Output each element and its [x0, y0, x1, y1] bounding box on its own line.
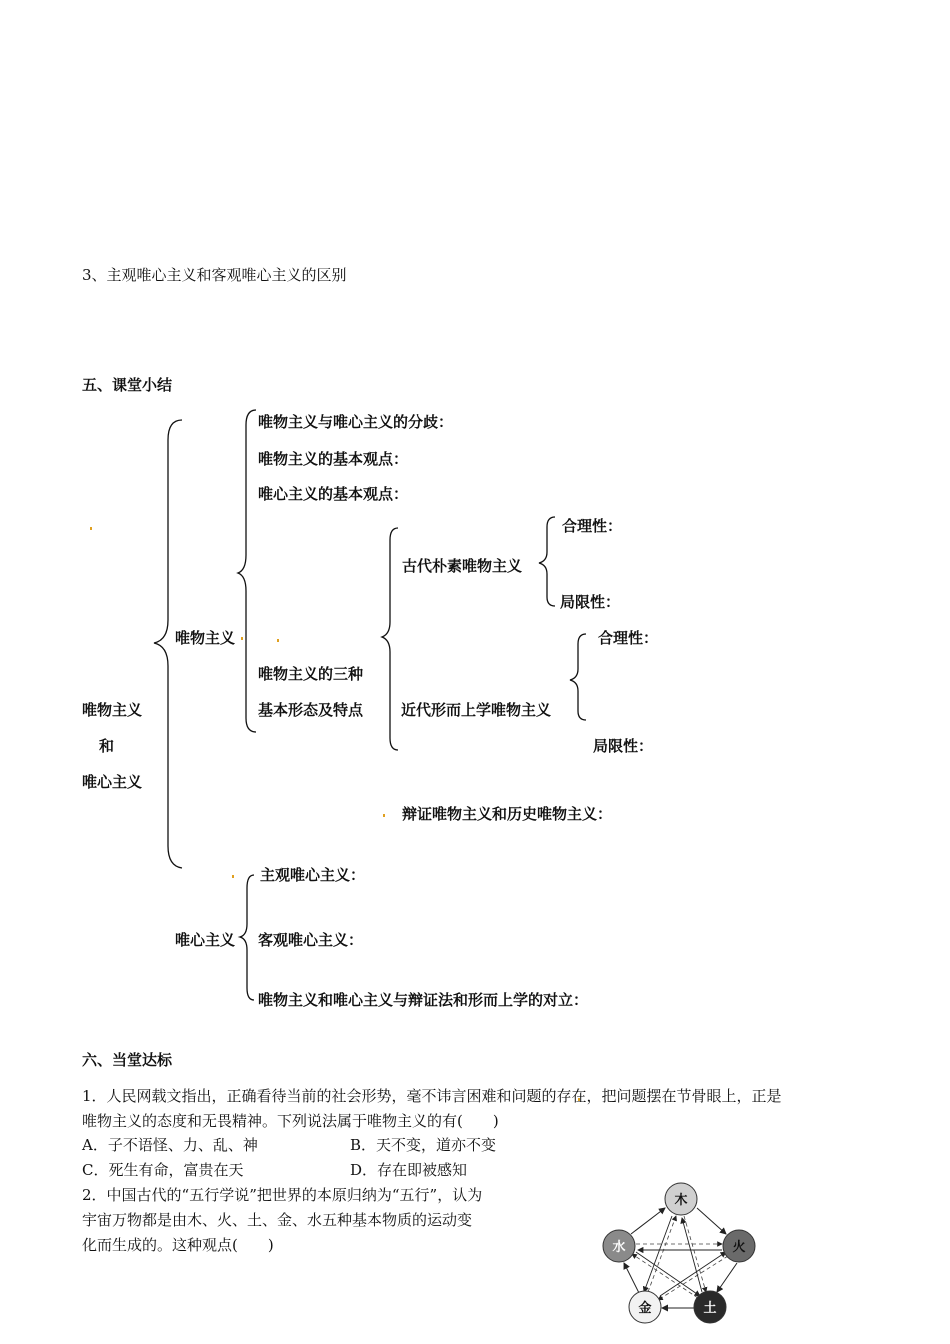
- arrow-fire-earth: [717, 1263, 737, 1292]
- question-3-text: 3、主观唯心主义和客观唯心主义的区别: [82, 266, 347, 284]
- q1-option-c: C．死生有命，富贵在天: [82, 1161, 244, 1179]
- root-label-idealism: 唯心主义: [82, 773, 143, 791]
- water-label: 水: [612, 1240, 626, 1255]
- earth-label: 土: [703, 1301, 717, 1316]
- wood-label: 木: [674, 1193, 688, 1208]
- section-6-heading: 六、当堂达标: [82, 1051, 173, 1069]
- idealism-basic-view: 唯心主义的基本观点：: [258, 485, 409, 503]
- divergence-item: 唯物主义与唯心主义的分歧：: [258, 413, 454, 431]
- ancient-limits: 局限性：: [560, 593, 621, 611]
- q1-option-a: A．子不语怪、力、乱、神: [82, 1136, 258, 1154]
- root-label-and: 和: [99, 737, 115, 755]
- idealism-label: 唯心主义: [175, 931, 236, 949]
- objective-idealism: 客观唯心主义：: [258, 931, 364, 949]
- subjective-idealism: 主观唯心主义：: [260, 866, 366, 884]
- three-forms-label-line2: 基本形态及特点: [258, 701, 364, 719]
- dash-wood-earth: [684, 1216, 706, 1292]
- q2-line3: 化而生成的。这种观点( ): [82, 1236, 274, 1254]
- materialism-label: 唯物主义: [175, 629, 236, 647]
- q2-line1: 2．中国古代的“五行学说”把世界的本原归纳为“五行”，认为: [82, 1186, 483, 1204]
- materialism-basic-view: 唯物主义的基本观点：: [258, 450, 409, 468]
- root-label-materialism: 唯物主义: [82, 701, 143, 719]
- arrow-water-wood: [631, 1208, 665, 1234]
- metal-label: 金: [638, 1301, 652, 1316]
- modern-rational: 合理性：: [598, 629, 659, 647]
- q1-option-d: D．存在即被感知: [350, 1161, 468, 1179]
- three-forms-label-line1: 唯物主义的三种: [258, 665, 364, 683]
- q1-option-b: B．天不变，道亦不变: [350, 1136, 497, 1154]
- opposition-item: 唯物主义和唯心主义与辩证法和形而上学的对立：: [258, 991, 589, 1009]
- modern-limits: 局限性：: [593, 737, 654, 755]
- q1-line1: 1．人民网载文指出，正确看待当前的社会形势，毫不讳言困难和问题的存在，把问题摆在节骨眼上，正是: [82, 1087, 782, 1105]
- arrow-metal-water: [624, 1263, 639, 1293]
- line-wood-metal: [644, 1216, 672, 1292]
- ancient-materialism-label: 古代朴素唯物主义: [402, 557, 523, 575]
- arrow-wood-fire: [697, 1208, 726, 1234]
- line-water-earth: [636, 1252, 700, 1296]
- section-5-heading: 五、课堂小结: [82, 376, 173, 394]
- ancient-rational: 合理性：: [562, 517, 623, 535]
- q2-line2: 宇宙万物都是由木、火、土、金、水五种基本物质的运动变: [82, 1211, 473, 1229]
- modern-materialism-label: 近代形而上学唯物主义: [401, 701, 552, 719]
- line-earth-wood: [682, 1218, 702, 1292]
- fire-label: 火: [732, 1240, 746, 1255]
- dialectical-materialism: 辩证唯物主义和历史唯物主义：: [402, 805, 613, 823]
- q1-line2: 唯物主义的态度和无畏精神。下列说法属于唯物主义的有( ): [82, 1112, 499, 1130]
